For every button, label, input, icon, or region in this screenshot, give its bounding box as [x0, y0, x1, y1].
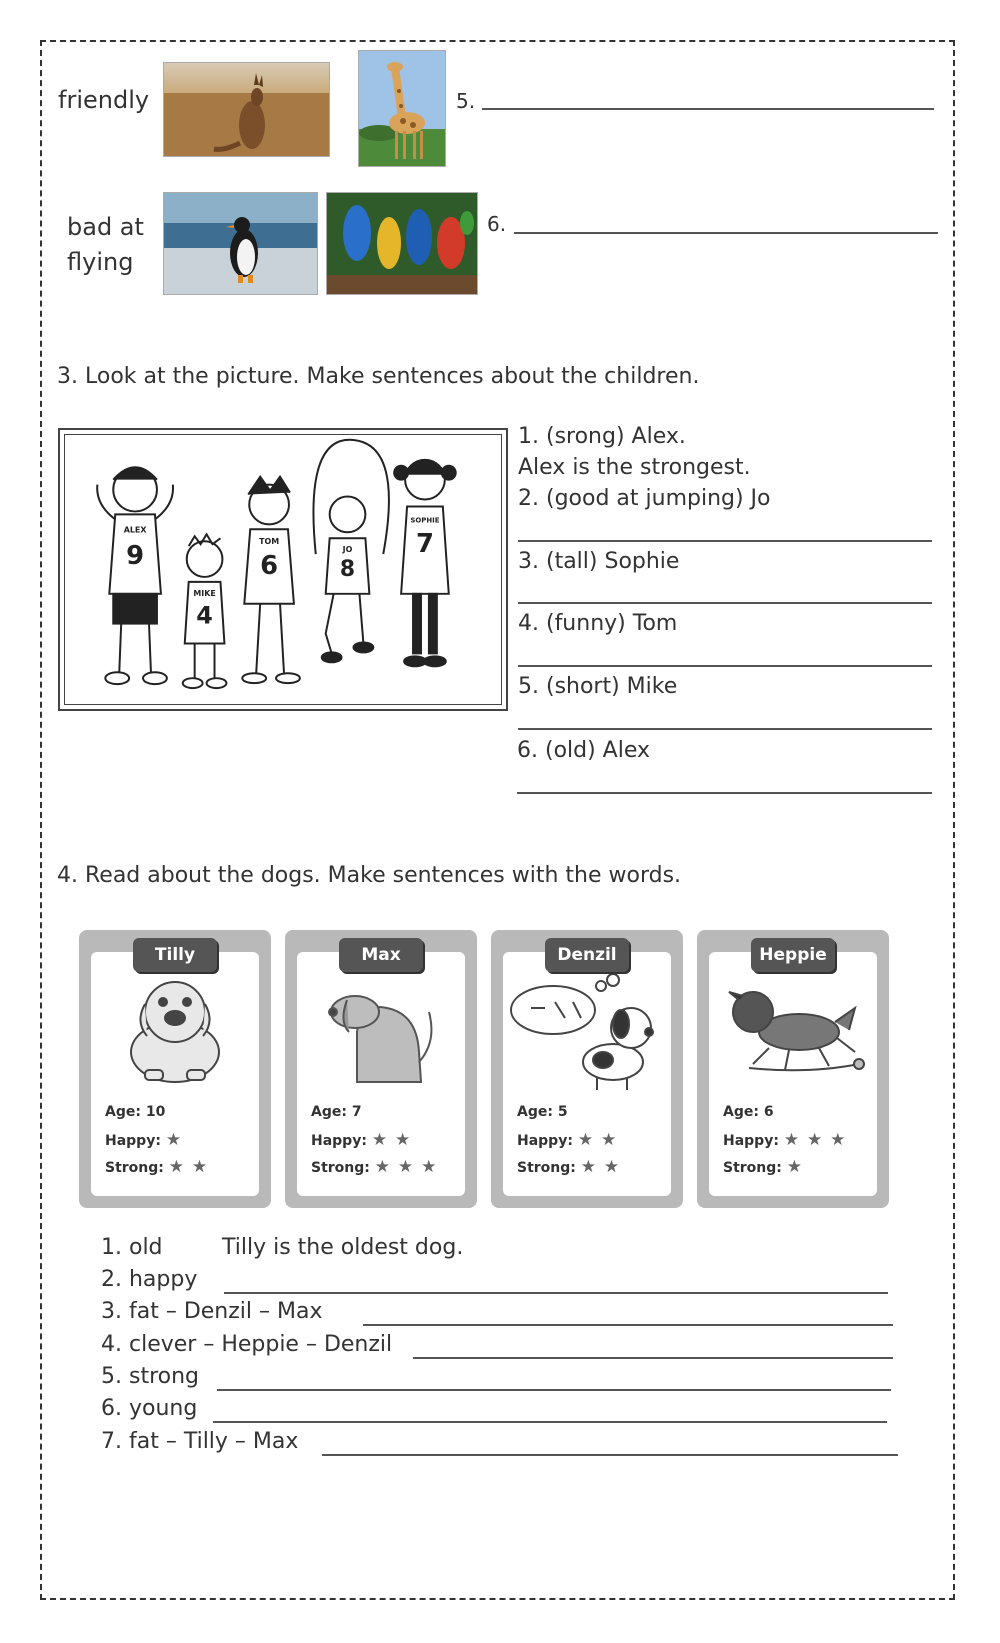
strong-stars-tilly: ★ ★ [168, 1157, 209, 1177]
jersey-name-sophie: SOPHIE [410, 516, 440, 525]
answer-line[interactable] [517, 792, 932, 794]
dog-age-tilly: 10 [145, 1104, 166, 1120]
section4-item-7-prompt: 7. fat – Tilly – Max [101, 1429, 299, 1454]
section4-item-3-prompt: 3. fat – Denzil – Max [101, 1299, 323, 1324]
section4-item-2-prompt: 2. happy [101, 1267, 198, 1292]
happy-stars-max: ★ ★ [371, 1130, 412, 1150]
answer-line[interactable] [322, 1454, 898, 1456]
section4-item-4-prompt: 4. clever – Heppie – Denzil [101, 1332, 393, 1357]
dog-name-heppie: Heppie [751, 938, 835, 972]
dog-card-max [285, 930, 477, 1208]
section4-item-6-prompt: 6. young [101, 1396, 198, 1421]
children-picture [58, 428, 508, 711]
stat-label-age: Age: [105, 1104, 141, 1120]
jersey-name-tom: TOM [259, 537, 280, 547]
answer-line[interactable] [213, 1421, 887, 1423]
answer-line[interactable] [413, 1357, 893, 1359]
stat-label-happy: Happy: [723, 1133, 779, 1149]
row-label-bad-at: bad at [67, 213, 144, 241]
section3-item-2-prompt: 2. (good at jumping) Jo [518, 486, 771, 511]
penguin-photo [163, 192, 318, 295]
stat-label-strong: Strong: [517, 1160, 576, 1176]
dog-illustration-denzil [503, 952, 671, 1092]
section3-item-3-prompt: 3. (tall) Sophie [518, 549, 680, 574]
happy-stars-denzil: ★ ★ [577, 1130, 618, 1150]
answer-line[interactable] [518, 728, 932, 730]
dog-card-tilly [79, 930, 271, 1208]
strong-stars-heppie: ★ [786, 1157, 804, 1177]
row-label-flying: flying [67, 248, 134, 276]
section4-instruction: 4. Read about the dogs. Make sentences with the words. [57, 863, 682, 888]
answer-line[interactable] [518, 665, 932, 667]
jersey-number-jo: 8 [339, 556, 356, 582]
jersey-name-jo: JO [342, 545, 353, 555]
jersey-name-mike: MIKE [193, 588, 216, 598]
giraffe-photo [358, 50, 446, 167]
strong-stars-denzil: ★ ★ [580, 1157, 621, 1177]
jersey-name-alex: ALEX [123, 525, 147, 535]
section3-item-1-prompt: 1. (srong) Alex. [518, 424, 686, 449]
stat-label-strong: Strong: [105, 1160, 164, 1176]
jersey-number-tom: 6 [260, 550, 279, 581]
section4-item-1-prompt: 1. old [101, 1235, 163, 1260]
jersey-number-sophie: 7 [415, 529, 434, 560]
section3-item-4-prompt: 4. (funny) Tom [518, 611, 678, 636]
stat-label-happy: Happy: [517, 1133, 573, 1149]
section3-item-1-answer: Alex is the strongest. [518, 455, 751, 480]
answer-line[interactable] [224, 1292, 888, 1294]
section4-item-5-prompt: 5. strong [101, 1364, 200, 1389]
dog-age-heppie: 6 [763, 1104, 774, 1120]
dog-card-heppie [697, 930, 889, 1208]
section4-item-1-answer: Tilly is the oldest dog. [222, 1235, 464, 1260]
jersey-number-alex: 9 [126, 541, 145, 572]
stat-label-strong: Strong: [723, 1160, 782, 1176]
row-number-5: 5. [456, 89, 476, 113]
answer-line[interactable] [363, 1324, 893, 1326]
row-number-6: 6. [487, 212, 507, 236]
stat-label-happy: Happy: [105, 1133, 161, 1149]
answer-line[interactable] [518, 602, 932, 604]
section3-item-6-prompt: 6. (old) Alex [517, 738, 651, 763]
section3-item-5-prompt: 5. (short) Mike [518, 674, 678, 699]
stat-label-age: Age: [723, 1104, 759, 1120]
section3-instruction: 3. Look at the picture. Make sentences about the children. [57, 364, 700, 389]
stat-label-strong: Strong: [311, 1160, 370, 1176]
answer-line[interactable] [482, 108, 934, 110]
row-label-friendly: friendly [58, 86, 150, 114]
stat-label-age: Age: [517, 1104, 553, 1120]
kangaroo-photo [163, 62, 330, 157]
dog-name-max: Max [339, 938, 423, 972]
dog-name-tilly: Tilly [133, 938, 217, 972]
happy-stars-tilly: ★ [165, 1130, 183, 1150]
dog-illustration-tilly [91, 952, 259, 1092]
dog-age-denzil: 5 [557, 1104, 568, 1120]
stat-label-happy: Happy: [311, 1133, 367, 1149]
dog-card-denzil [491, 930, 683, 1208]
dog-illustration-max [297, 952, 465, 1092]
children-illustration [65, 435, 501, 704]
dog-illustration-heppie [709, 952, 877, 1092]
dog-name-denzil: Denzil [545, 938, 629, 972]
dog-age-max: 7 [351, 1104, 362, 1120]
strong-stars-max: ★ ★ ★ [374, 1157, 438, 1177]
answer-line[interactable] [514, 232, 938, 234]
parrots-photo [326, 192, 478, 295]
answer-line[interactable] [217, 1389, 891, 1391]
answer-line[interactable] [518, 540, 932, 542]
happy-stars-heppie: ★ ★ ★ [783, 1130, 847, 1150]
stat-label-age: Age: [311, 1104, 347, 1120]
jersey-number-mike: 4 [196, 601, 213, 630]
